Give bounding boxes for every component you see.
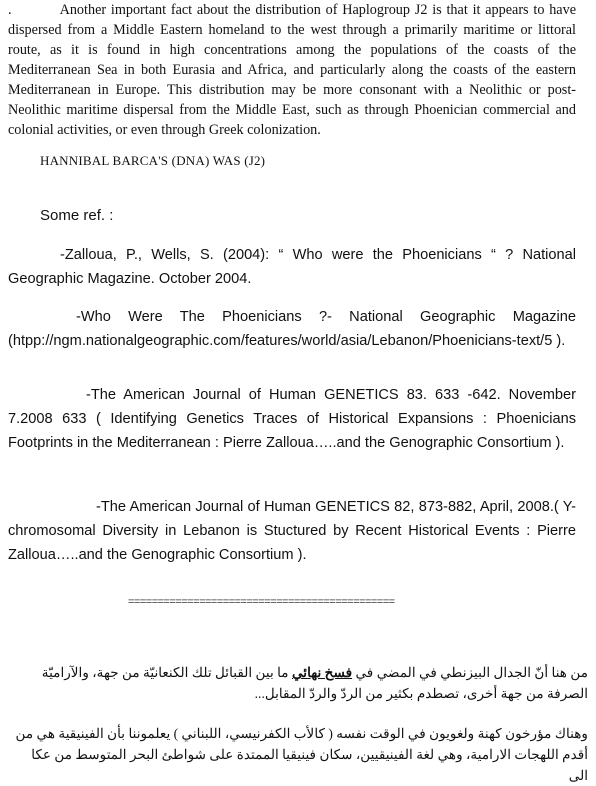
section-heading: HANNIBAL BARCA'S (DNA) WAS (J2) [40,153,266,168]
arabic-emphasis: فسخ نهائي [291,665,353,680]
arabic-paragraph-1 [10,662,588,704]
reference-text: -The American Journal of Human GENETICS 82, 873-882, April, 2008.( Y- chromosomal Diversity in Lebanon is Stuctured by Recent Historical Events : Pierre Zalloua…..and the Genographic Consortium ). [8,499,576,563]
arabic-text-start: من هنا أنّ الجدال البيزنطي في المضي في [352,665,588,680]
reference-text: -The American Journal of Human GENETICS 83. 633 -642. November 7.2008 633 ( Identifying Genetics Traces of Historical Expansions : Phoenicians Footprints in the Mediterranean : Pierre Zalloua…..and the Genographic Consortium ). [8,387,576,451]
reference-text: -Who Were The Phoenicians ?- National Geographic Magazine (htpp://ngm.nationalgeographic.com/features/world/asia/Lebanon/Phoenicians-text/5 ). [8,309,576,349]
arabic-text-end: ما بين القبائل تلك الكنعانيّة من جهة، والآراميّة الصرفة من جهة أخرى، تصطدم بكثير من الردّ والردّ المقابل... [41,665,588,701]
separator-line: ============================================= [128,596,395,608]
intro-text: Another important fact about the distribution of Haplogroup J2 is that it appears to have dispersed from a Middle Eastern homeland to the west through a primarily maritime or littoral route, as it is found in high concentrations among the populations of the coasts of the Mediterranean Sea in both Eurasia and Africa, and particularly along the coasts of the eastern Mediterranean in Europe. This distribution may be more consonant with a Neolithic or post-Neolithic maritime dispersal from the Middle East, such as through Phoenician commercial and colonial activities, or even through Greek colonization. [8,2,576,138]
intro-marker: . [8,2,12,18]
reference-item [8,383,576,455]
reference-text: -Zalloua, P., Wells, S. (2004): “ Who were the Phoenicians “ ? National Geographic Magazine. October 2004. [8,247,576,287]
intro-paragraph [8,0,576,140]
reference-item [8,305,576,353]
reference-item [8,243,576,291]
arabic-paragraph-2: وهناك مؤرخون كهنة ولغويون في الوقت نفسه ( كالأب الكفرنيسي، اللبناني ) يعلموننا بأن الفينيقية هي من أقدم اللهجات الارامية، وهي لغة الفينيقيين، سكان فينيقيا الممتدة على شواطئ البحر المتوسط من عكا الى [15,726,588,783]
references-title: Some ref. : [40,207,114,224]
reference-item [8,495,576,567]
